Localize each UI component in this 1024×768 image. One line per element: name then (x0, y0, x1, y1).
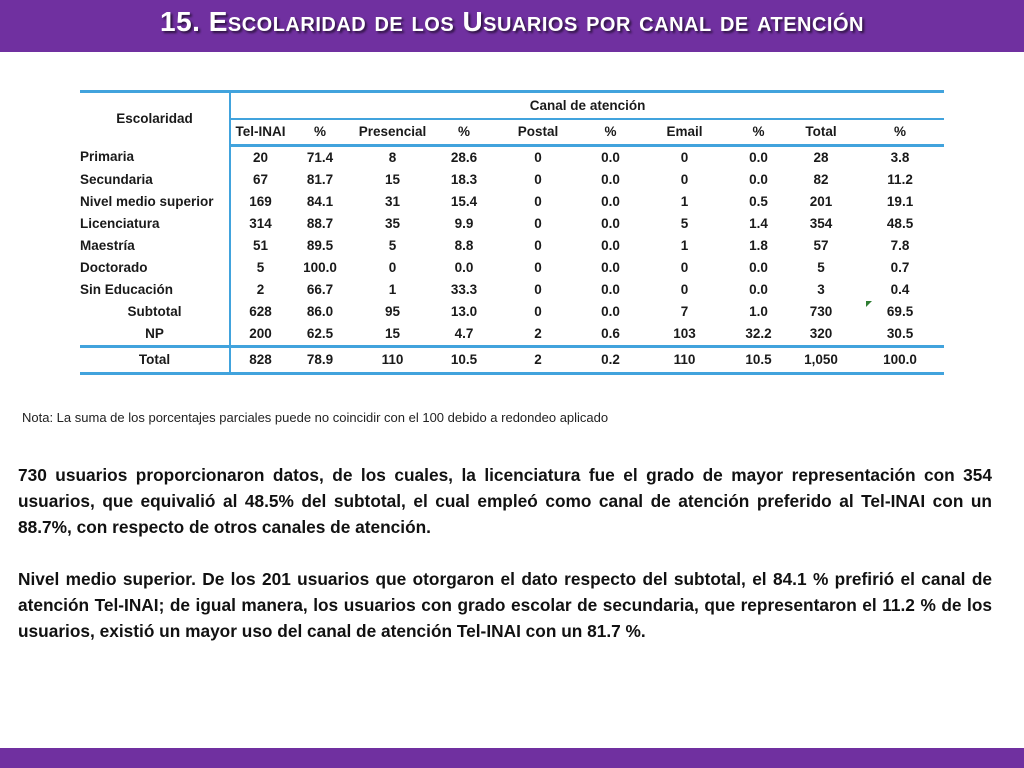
table-cell: 84.1 (306, 194, 334, 209)
table-cell: 57 (813, 238, 829, 253)
table-cell: 66.7 (306, 282, 334, 297)
table-row (80, 257, 944, 279)
table-cell: 200 (230, 323, 290, 347)
paragraph-1: 730 usuarios proporcionaron datos, de los cuales, la licenciatura fue el grado de mayor representación con 354 usuarios, que equivalió al 48.5% del subtotal, el cual empleó como canal de atención preferido al Tel-INAI con un 88.7%, con respecto de otros canales de atención. (18, 465, 992, 537)
table-cell: 0 (534, 150, 542, 165)
table-cell: 0 (680, 172, 689, 187)
table-cell: 95 (384, 304, 401, 319)
table-cell: 78.9 (290, 347, 350, 374)
table-cell: 169 (249, 194, 272, 209)
table-cell: 5 (256, 260, 265, 275)
table-cell: 33.3 (450, 282, 478, 297)
row-label: NP (80, 323, 230, 347)
table-cell: 15 (384, 172, 401, 187)
table-cell: 0.0 (601, 216, 620, 231)
table-row (80, 301, 944, 323)
table-cell: 67 (252, 172, 269, 187)
table-row (80, 347, 944, 374)
table-cell: 20 (252, 150, 269, 165)
table-row (80, 146, 944, 170)
table-cell: 18.3 (450, 172, 478, 187)
table-row (80, 279, 944, 301)
table-cell: 0.0 (749, 260, 768, 275)
table-row (80, 235, 944, 257)
col-header-presencial: Presencial (350, 119, 435, 146)
table-cell: 15.4 (450, 194, 478, 209)
error-indicator-icon (866, 301, 872, 307)
row-label: Maestría (80, 235, 230, 257)
table-row (80, 323, 944, 347)
col-header-email: Email (638, 119, 731, 146)
table-cell: 7.8 (890, 238, 910, 253)
table-cell: 0.0 (601, 238, 620, 253)
table-cell: 0.4 (890, 282, 910, 297)
table-cell: 2 (493, 347, 583, 374)
table-cell: 0.0 (454, 260, 474, 275)
row-label: Secundaria (80, 169, 230, 191)
table-cell: 1.8 (749, 238, 768, 253)
table-cell: 10.5 (435, 347, 493, 374)
table-cell: 1.0 (749, 304, 768, 319)
table-cell: 0 (388, 260, 397, 275)
table-body (80, 146, 944, 374)
table-cell: 86.0 (306, 304, 334, 319)
table-cell: 81.7 (306, 172, 334, 187)
table-cell: 5 (817, 260, 825, 275)
table-cell: 5 (388, 238, 397, 253)
table-cell: 110 (350, 347, 435, 374)
table-cell: 320 (786, 323, 856, 347)
table-cell: 4.7 (435, 323, 493, 347)
header-canal-de-atencion: Canal de atención (230, 92, 944, 120)
table-row (80, 169, 944, 191)
table-cell: 89.5 (306, 238, 334, 253)
table-cell: 0.0 (601, 194, 620, 209)
col-header-pct: % (731, 119, 786, 146)
table-cell: 1 (388, 282, 397, 297)
table-cell: 9.9 (454, 216, 474, 231)
table-cell: 110 (638, 347, 731, 374)
table-cell: 28 (813, 150, 829, 165)
table-cell: 48.5 (886, 216, 914, 231)
table-cell: 1,050 (786, 347, 856, 374)
row-label: Licenciatura (80, 213, 230, 235)
col-header-pct: % (290, 119, 350, 146)
table-cell: 0 (680, 260, 689, 275)
paragraph-2: Nivel medio superior. De los 201 usuarios que otorgaron el dato respecto del subtotal, el 84.1 % prefirió el canal de atención Tel-INAI; de igual manera, los usuarios con grado escolar de secundaria, que representaron el 11.2 % de los usuarios, existió un mayor uso del canal de atención Tel-INAI con un 81.7 %. (18, 569, 992, 641)
table-cell: 62.5 (290, 323, 350, 347)
title-bar (0, 0, 1024, 52)
table-cell: 103 (638, 323, 731, 347)
table-cell: 88.7 (306, 216, 334, 231)
col-header-pct: % (583, 119, 638, 146)
table-cell: 3.8 (890, 150, 910, 165)
table-cell: 0 (680, 150, 689, 165)
table-cell: 51 (252, 238, 269, 253)
table-cell: 28.6 (450, 150, 478, 165)
row-label: Total (80, 347, 230, 374)
table-cell: 0.6 (583, 323, 638, 347)
table-cell: 69.5 (886, 304, 914, 319)
table-cell: 0 (534, 260, 542, 275)
table-cell: 82 (813, 172, 829, 187)
table-cell: 0 (534, 238, 542, 253)
table-cell: 0.0 (749, 282, 768, 297)
table-cell: 100.0 (303, 260, 337, 275)
table-cell: 730 (809, 304, 833, 319)
table-cell: 100.0 (856, 347, 944, 374)
col-header-tel-inai: Tel-INAI (230, 119, 290, 146)
table-cell: 0.0 (749, 172, 768, 187)
table-cell: 31 (384, 194, 401, 209)
table-row (80, 213, 944, 235)
table-cell: 15 (350, 323, 435, 347)
table-cell: 828 (230, 347, 290, 374)
col-header-total: Total (786, 119, 856, 146)
table-cell: 0.2 (583, 347, 638, 374)
table-cell: 0 (534, 172, 542, 187)
table-cell: 1 (680, 194, 689, 209)
table-cell: 13.0 (450, 304, 478, 319)
col-header-postal: Postal (493, 119, 583, 146)
table-cell: 0.5 (749, 194, 768, 209)
row-label: Sin Educación (80, 279, 230, 301)
table-cell: 1.4 (749, 216, 768, 231)
table-cell: 2 (256, 282, 265, 297)
col-header-pct: % (856, 119, 944, 146)
table-cell: 8.8 (454, 238, 474, 253)
table-cell: 201 (809, 194, 833, 209)
table-cell: 19.1 (886, 194, 914, 209)
table-cell: 354 (809, 216, 833, 231)
row-label: Nivel medio superior (80, 191, 230, 213)
header-escolaridad: Escolaridad (80, 92, 230, 146)
table-cell: 0 (534, 194, 542, 209)
table-cell: 0 (534, 282, 542, 297)
table-cell: 0 (680, 282, 689, 297)
table-cell: 35 (384, 216, 401, 231)
table-cell: 5 (680, 216, 689, 231)
table-cell: 32.2 (731, 323, 786, 347)
table-cell: 3 (817, 282, 825, 297)
table-cell: 0.7 (890, 260, 910, 275)
row-label: Doctorado (80, 257, 230, 279)
table-cell: 314 (249, 216, 272, 231)
table-cell: 7 (680, 304, 689, 319)
table-cell: 0.0 (749, 150, 768, 165)
education-channel-table (80, 90, 944, 375)
table-container (80, 90, 944, 375)
table-row (80, 191, 944, 213)
table-cell: 0.0 (601, 260, 620, 275)
table-cell: 30.5 (856, 323, 944, 347)
table-cell: 0.0 (601, 282, 620, 297)
table-cell: 0.0 (601, 304, 620, 319)
table-cell: 8 (388, 150, 397, 165)
bottom-bar (0, 748, 1024, 768)
col-header-pct: % (435, 119, 493, 146)
table-cell: 0 (534, 304, 542, 319)
slide-title: 15. Escolaridad de los Usuarios por canal de atención (160, 6, 864, 37)
footnote: Nota: La suma de los porcentajes parciales puede no coincidir con el 100 debido a redondeo aplicado (22, 410, 609, 425)
row-label: Primaria (80, 146, 230, 170)
table-cell: 0.0 (601, 172, 620, 187)
table-cell: 11.2 (887, 172, 913, 187)
table-cell: 0.0 (601, 150, 620, 165)
table-cell: 2 (493, 323, 583, 347)
table-cell: 71.4 (306, 150, 334, 165)
table-cell: 628 (249, 304, 272, 319)
table-cell: 0 (534, 216, 542, 231)
table-cell: 1 (680, 238, 689, 253)
row-label: Subtotal (80, 301, 230, 323)
table-cell: 10.5 (731, 347, 786, 374)
